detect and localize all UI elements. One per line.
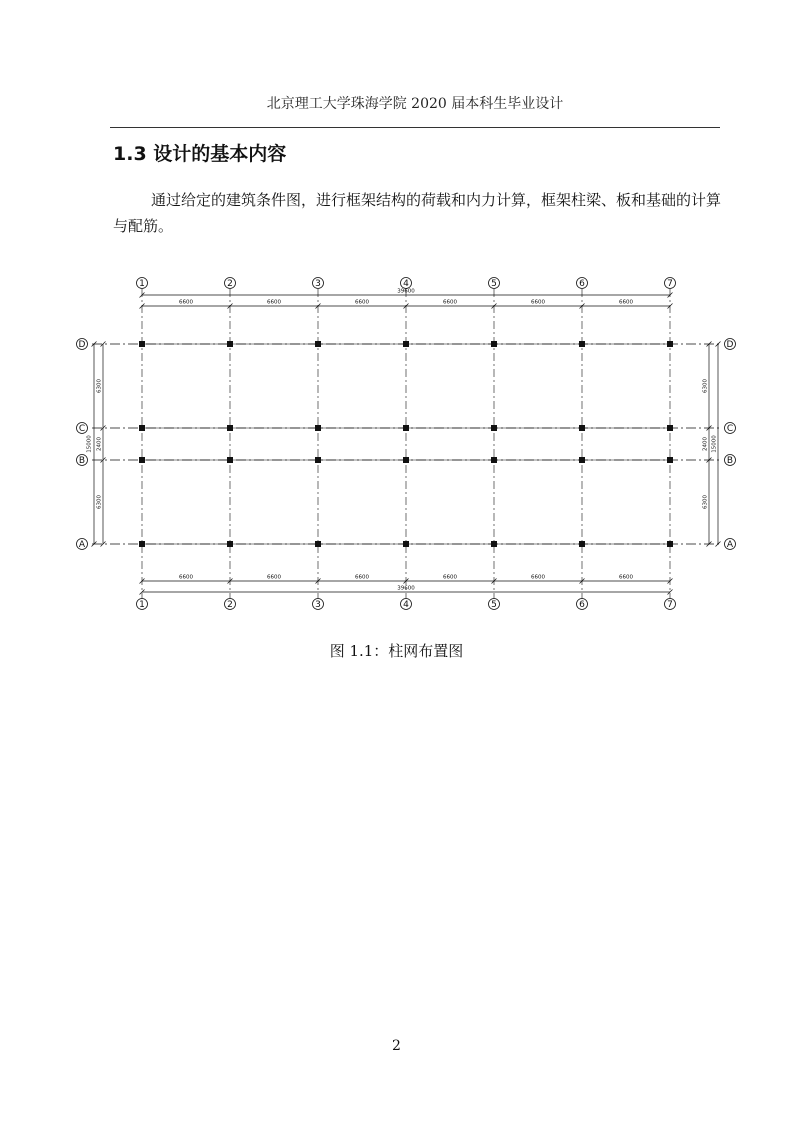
row-axis-bubble-left-C-label: C [78, 424, 86, 434]
column-B7 [667, 457, 673, 463]
column-axis-bubble-bottom-3-label: 3 [315, 600, 321, 610]
row-axis-bubble-right-D-label: D [726, 340, 734, 350]
bay-width-top-3: 6600 [355, 299, 369, 306]
column-axis-bubble-bottom-2-label: 2 [227, 600, 233, 610]
bay-width-top-2: 6600 [267, 299, 281, 306]
column-axis-bubble-bottom-5-label: 5 [491, 600, 497, 610]
total-length-text-bottom: 39600 [397, 585, 415, 592]
column-axis-bubble-bottom-6-label: 6 [579, 600, 585, 610]
bay-width-bottom-1: 6600 [179, 574, 193, 581]
column-axis-bubble-bottom-7-label: 7 [667, 600, 673, 610]
column-axis-bubble-top-4-label: 4 [403, 279, 409, 289]
column-A7 [667, 541, 673, 547]
page-header: 北京理工大学珠海学院 2020 届本科生毕业设计 [266, 96, 564, 112]
column-B5 [491, 457, 497, 463]
column-C4 [403, 425, 409, 431]
column-axis-bubble-top-7-label: 7 [667, 279, 673, 289]
column-D7 [667, 341, 673, 347]
bay-width-bottom-4: 6600 [443, 574, 457, 581]
row-axis-bubble-left-A-label: A [78, 540, 86, 550]
row-axis-bubble-left-B-label: B [78, 456, 86, 466]
column-B3 [315, 457, 321, 463]
bay-width-bottom-2: 6600 [267, 574, 281, 581]
column-axis-bubble-top-2-label: 2 [227, 279, 233, 289]
row-axis-bubble-left-D-label: D [78, 340, 86, 350]
row-span-right-1: 6300 [702, 379, 709, 393]
row-axis-bubble-right-B-label: B [726, 456, 734, 466]
column-axis-bubble-bottom-1-label: 1 [139, 600, 145, 610]
column-B1 [139, 457, 145, 463]
row-axis-bubble-right-C-label: C [726, 424, 734, 434]
bay-width-bottom-3: 6600 [355, 574, 369, 581]
row-span-left-2: 2400 [96, 437, 103, 451]
total-width-text-right: 15000 [711, 435, 718, 453]
row-span-left-1: 6300 [96, 379, 103, 393]
row-span-right-3: 6300 [702, 495, 709, 509]
column-A5 [491, 541, 497, 547]
bay-width-top-5: 6600 [531, 299, 545, 306]
bay-width-top-1: 6600 [179, 299, 193, 306]
bay-width-bottom-6: 6600 [619, 574, 633, 581]
column-grid-drawing [70, 255, 775, 635]
column-B6 [579, 457, 585, 463]
column-axis-bubble-bottom-4-label: 4 [403, 600, 409, 610]
bay-width-bottom-5: 6600 [531, 574, 545, 581]
column-A4 [403, 541, 409, 547]
column-axis-bubble-top-1-label: 1 [139, 279, 145, 289]
column-D3 [315, 341, 321, 347]
column-A2 [227, 541, 233, 547]
body-paragraph: 通过给定的建筑条件图，进行框架结构的荷载和内力计算，框架柱梁、板和基础的计算与配筋。 [113, 191, 722, 235]
column-C1 [139, 425, 145, 431]
column-A6 [579, 541, 585, 547]
figure-caption: 图 1.1：柱网布置图 [329, 642, 464, 660]
column-C5 [491, 425, 497, 431]
column-D2 [227, 341, 233, 347]
column-axis-bubble-top-5-label: 5 [491, 279, 497, 289]
column-C7 [667, 425, 673, 431]
column-D4 [403, 341, 409, 347]
column-D1 [139, 341, 145, 347]
bay-width-top-6: 6600 [619, 299, 633, 306]
row-axis-bubble-right-A-label: A [726, 540, 734, 550]
column-grid-figure [70, 255, 775, 635]
column-axis-bubble-top-3-label: 3 [315, 279, 321, 289]
column-C3 [315, 425, 321, 431]
total-length-text-top: 39600 [397, 288, 415, 295]
column-axis-bubble-top-6-label: 6 [579, 279, 585, 289]
row-span-left-3: 6300 [96, 495, 103, 509]
column-B2 [227, 457, 233, 463]
column-C2 [227, 425, 233, 431]
column-B4 [403, 457, 409, 463]
section-title: 1.3 设计的基本内容 [113, 143, 287, 165]
column-D5 [491, 341, 497, 347]
column-D6 [579, 341, 585, 347]
bay-width-top-4: 6600 [443, 299, 457, 306]
total-width-text-left: 15000 [86, 435, 93, 453]
column-C6 [579, 425, 585, 431]
column-A1 [139, 541, 145, 547]
row-span-right-2: 2400 [702, 437, 709, 451]
page-number: 2 [392, 1038, 401, 1054]
header-rule [110, 127, 720, 128]
column-A3 [315, 541, 321, 547]
